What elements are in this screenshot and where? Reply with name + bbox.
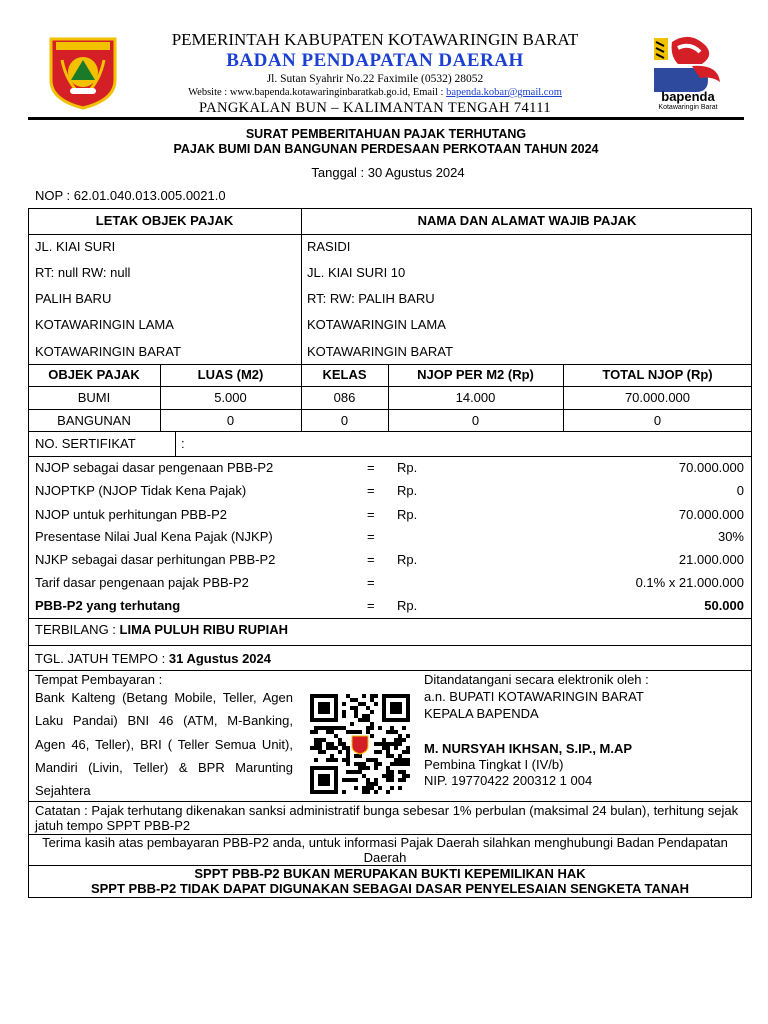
nop: NOP : 62.01.040.013.005.0021.0	[35, 188, 226, 203]
calc-cur: Rp.	[397, 483, 418, 498]
doc-date: Tanggal : 30 Agustus 2024	[311, 165, 465, 180]
calc-label: Presentase Nilai Jual Kena Pajak (NJKP)	[35, 529, 273, 544]
calc-cur: Rp.	[397, 552, 418, 567]
calc-cur: Rp.	[397, 598, 418, 613]
calc-eq: =	[367, 460, 375, 475]
agency-name: BADAN PENDAPATAN DAERAH	[226, 50, 524, 71]
calc-value: 21.000.000	[678, 552, 744, 567]
col-header: LUAS (M2)	[197, 367, 264, 382]
calc-eq: =	[367, 575, 375, 590]
gov-name: PEMERINTAH KABUPATEN KOTAWARINGIN BARAT	[171, 30, 579, 49]
footer-line2: SPPT PBB-P2 TIDAK DAPAT DIGUNAKAN SEBAGAI DASAR PENYELESAIAN SENGKETA TANAH	[90, 881, 690, 896]
table-cell: 0	[340, 413, 349, 428]
certificate-label: NO. SERTIFIKAT	[35, 436, 136, 451]
due-value: 31 Agustus 2024	[168, 651, 271, 666]
signature-line2: a.n. BUPATI KOTAWARINGIN BARAT	[424, 689, 644, 704]
col-header: OBJEK PAJAK	[48, 367, 140, 382]
location-table	[28, 208, 752, 365]
due-date	[35, 651, 271, 666]
doc-title: SURAT PEMBERITAHUAN PAJAK TERHUTANG	[245, 127, 527, 141]
footer-line1: SPPT PBB-P2 BUKAN MERUPAKAN BUKTI KEPEMILIKAN HAK	[194, 866, 586, 881]
location-line: KOTAWARINGIN BARAT	[35, 344, 181, 359]
calc-eq: =	[367, 552, 375, 567]
table-cell: BANGUNAN	[57, 413, 131, 428]
col-header: KELAS	[322, 367, 367, 382]
calc-value: 70.000.000	[678, 507, 744, 522]
catatan: Catatan : Pajak terhutang dikenakan sanksi administratif bunga sebesar 1% perbulan (maksimal 24 bulan), terhitung sejak jatuh tempo SPPT PBB-P2	[35, 803, 739, 833]
taxpayer-header: NAMA DAN ALAMAT WAJIB PAJAK	[417, 213, 637, 228]
taxpayer-line: RASIDI	[307, 239, 351, 254]
signer-name: M. NURSYAH IKHSAN, S.IP., M.AP	[424, 741, 633, 756]
table-cell: 0	[653, 413, 662, 428]
table-cell: BUMI	[77, 390, 111, 405]
terbilang	[35, 622, 288, 637]
website-line	[120, 86, 630, 99]
calc-label: Tarif dasar pengenaan pajak PBB-P2	[35, 575, 249, 590]
calc-eq: =	[367, 529, 375, 544]
calc-value: 0.1% x 21.000.000	[635, 575, 744, 590]
signer-nip: NIP. 19770422 200312 1 004	[424, 773, 593, 788]
calc-value: 70.000.000	[678, 460, 744, 475]
terbilang-value: LIMA PULUH RIBU RUPIAH	[119, 622, 289, 637]
certificate-value: :	[181, 436, 185, 451]
signature-line3: KEPALA BAPENDA	[424, 706, 539, 721]
calc-eq: =	[367, 483, 375, 498]
location-line: RT: null RW: null	[35, 265, 131, 280]
regency-emblem-icon	[48, 36, 118, 110]
email-link[interactable]: bapenda.kobar@gmail.com	[446, 87, 562, 98]
location-line: KOTAWARINGIN LAMA	[35, 317, 174, 332]
location-line: JL. KIAI SURI	[35, 239, 116, 254]
calc-label: NJOP sebagai dasar pengenaan PBB-P2	[35, 460, 274, 475]
calc-eq: =	[367, 598, 375, 613]
col-header: TOTAL NJOP (Rp)	[602, 367, 713, 382]
qr-code	[310, 694, 410, 794]
thanks: Terima kasih atas pembayaran PBB-P2 anda, untuk informasi Pajak Daerah silahkan menghubungi Badan Pendapatan Daerah	[42, 835, 728, 865]
table-cell: 5.000	[214, 390, 247, 405]
right-logo	[648, 32, 728, 112]
table-cell: 14.000	[455, 390, 496, 405]
doc-subtitle: PAJAK BUMI DAN BANGUNAN PERDESAAN PERKOTAAN TAHUN 2024	[173, 142, 599, 156]
taxpayer-line: RT: RW: PALIH BARU	[307, 291, 435, 306]
bapenda-sub: Kotawaringin Barat	[658, 104, 718, 111]
calc-label: NJOP untuk perhitungan PBB-P2	[35, 507, 227, 522]
city: PANGKALAN BUN – KALIMANTAN TENGAH 74111	[198, 100, 552, 116]
website: Website : www.bapenda.kotawaringinbaratkab.go.id, Email :	[188, 87, 447, 98]
letterhead-text	[120, 30, 630, 117]
taxpayer-line: JL. KIAI SURI 10	[307, 265, 406, 280]
table-cell: 70.000.000	[624, 390, 691, 405]
taxpayer-line: KOTAWARINGIN BARAT	[307, 344, 453, 359]
calc-label: NJKP sebagai dasar perhitungan PBB-P2	[35, 552, 276, 567]
total-value: 50.000	[704, 598, 744, 613]
payment-title: Tempat Pembayaran :	[35, 672, 163, 687]
payment-text: Bank Kalteng (Betang Mobile, Teller, Agen Laku Pandai) BNI 46 (ATM, M-Banking, Agen 46, Teller), BRI ( Teller Semua Unit), Mandiri (Livin, Teller) & BPR Marunting Sejahtera	[35, 690, 293, 799]
terbilang-label: TERBILANG :	[35, 622, 120, 637]
certificate-row	[28, 431, 752, 457]
bapenda-name: bapenda	[661, 89, 715, 104]
qr-code-icon	[310, 694, 410, 794]
signature-line1: Ditandatangani secara elektronik oleh :	[424, 672, 649, 687]
calc-cur: Rp.	[397, 460, 418, 475]
signer-rank: Pembina Tingkat I (IV/b)	[424, 757, 564, 772]
due-label: TGL. JATUH TEMPO :	[35, 651, 169, 666]
location-line: PALIH BARU	[35, 291, 112, 306]
taxpayer-line: KOTAWARINGIN LAMA	[307, 317, 446, 332]
location-header: LETAK OBJEK PAJAK	[95, 213, 234, 228]
address: Jl. Sutan Syahrir No.22 Faximile (0532) 28052	[266, 73, 484, 85]
table-cell: 0	[471, 413, 480, 428]
calc-value: 30%	[717, 529, 744, 544]
col-header: NJOP PER M2 (Rp)	[417, 367, 534, 382]
header-rule	[28, 117, 744, 120]
calc-value: 0	[736, 483, 744, 498]
left-logo	[48, 36, 118, 110]
total-label: PBB-P2 yang terhutang	[35, 598, 181, 613]
table-cell: 0	[226, 413, 235, 428]
calc-label: NJOPTKP (NJOP Tidak Kena Pajak)	[35, 483, 247, 498]
table-cell: 086	[333, 390, 356, 405]
calc-eq: =	[367, 507, 375, 522]
calc-cur: Rp.	[397, 507, 418, 522]
